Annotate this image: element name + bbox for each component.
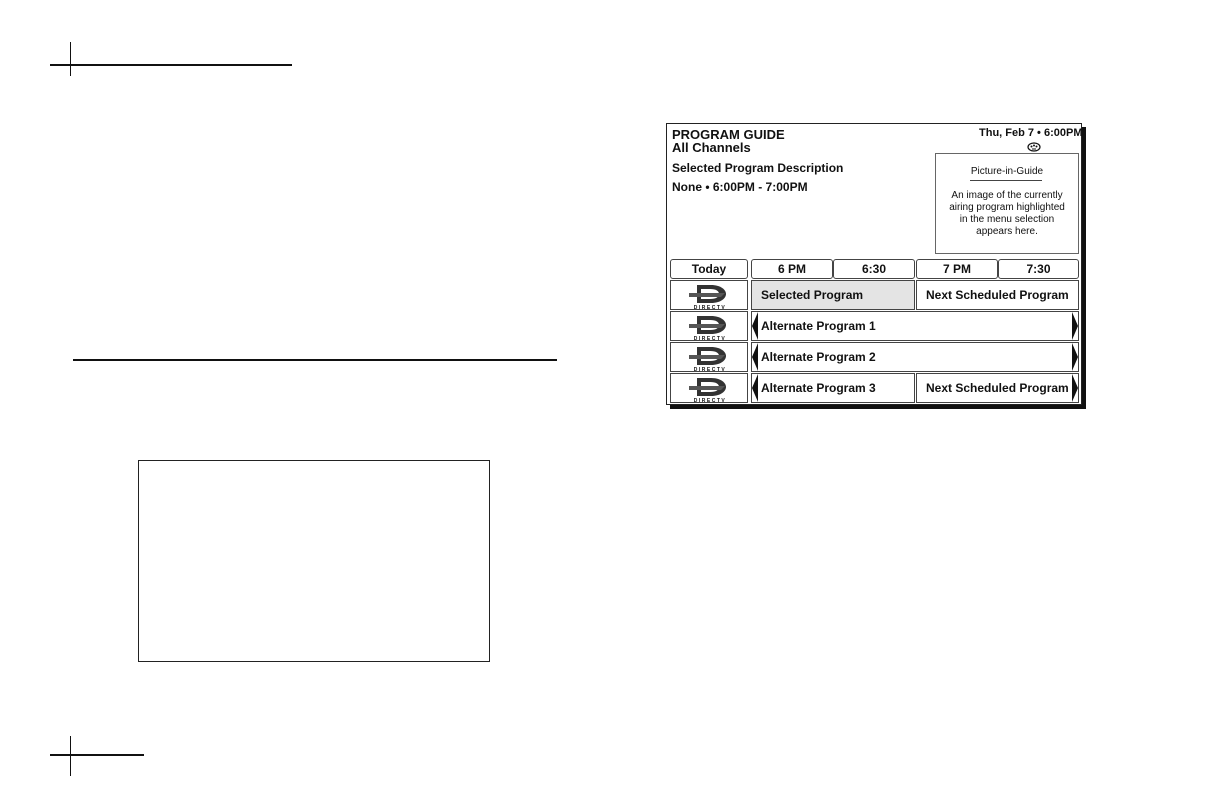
crop-mark-top-horizontal [50, 64, 292, 66]
directv-logo [671, 281, 749, 311]
channel-logo-cell[interactable] [670, 342, 748, 372]
arrow-right-icon [1072, 312, 1078, 340]
program-cell[interactable] [916, 280, 1079, 310]
channel-logo-text: DIRECTV [693, 367, 727, 373]
channel-logo-cell[interactable] [670, 373, 748, 403]
selected-program-detail: None • 6:00PM - 7:00PM [672, 180, 808, 194]
pig-underline [970, 180, 1042, 181]
pig-title: Picture-in-Guide [970, 166, 1044, 177]
guide-subtitle: All Channels [672, 140, 751, 155]
pig-body: An image of the currently airing program highlighted in the menu selection appears here. [949, 190, 1065, 237]
crop-mark-bottom-horizontal [50, 754, 144, 756]
program-cell[interactable] [751, 342, 1079, 372]
arrow-left-icon [752, 312, 758, 340]
program-title: Alternate Program 1 [761, 319, 876, 333]
directv-logo [671, 343, 749, 373]
program-cell-selected[interactable] [751, 280, 915, 310]
program-cell[interactable] [916, 373, 1079, 403]
channel-logo-text: DIRECTV [693, 398, 727, 404]
remote-icon [1027, 139, 1041, 149]
time-slot-630[interactable]: 6:30 [833, 259, 915, 279]
channel-logo-cell[interactable] [670, 280, 748, 310]
arrow-right-icon [1072, 374, 1078, 402]
channel-logo-cell[interactable] [670, 311, 748, 341]
guide-title: PROGRAM GUIDE [672, 127, 785, 142]
channel-logo-text: DIRECTV [693, 336, 727, 342]
directv-logo [671, 312, 749, 342]
time-slot-6pm[interactable]: 6 PM [751, 259, 833, 279]
program-title: Next Scheduled Program [926, 288, 1069, 302]
directv-logo [671, 374, 749, 404]
arrow-left-icon [752, 374, 758, 402]
program-cell[interactable] [751, 373, 915, 403]
page-divider-rule [73, 359, 557, 361]
time-slot-730[interactable]: 7:30 [998, 259, 1079, 279]
program-guide-screen [666, 123, 1082, 405]
arrow-right-icon [1072, 343, 1078, 371]
selected-program-heading: Selected Program Description [672, 161, 844, 175]
channel-logo-text: DIRECTV [693, 305, 727, 311]
time-slot-7pm[interactable]: 7 PM [916, 259, 998, 279]
guide-datetime: Thu, Feb 7 • 6:00PM [979, 127, 1083, 139]
program-title: Alternate Program 3 [761, 381, 876, 395]
program-cell[interactable] [751, 311, 1079, 341]
picture-in-guide [935, 153, 1079, 254]
empty-figure-frame [138, 460, 490, 662]
day-header[interactable]: Today [670, 259, 748, 279]
program-title: Alternate Program 2 [761, 350, 876, 364]
arrow-left-icon [752, 343, 758, 371]
crop-mark-top-vertical [70, 42, 71, 76]
program-title: Selected Program [761, 288, 864, 302]
program-title: Next Scheduled Program [926, 381, 1069, 395]
crop-mark-bottom-vertical [70, 736, 71, 776]
